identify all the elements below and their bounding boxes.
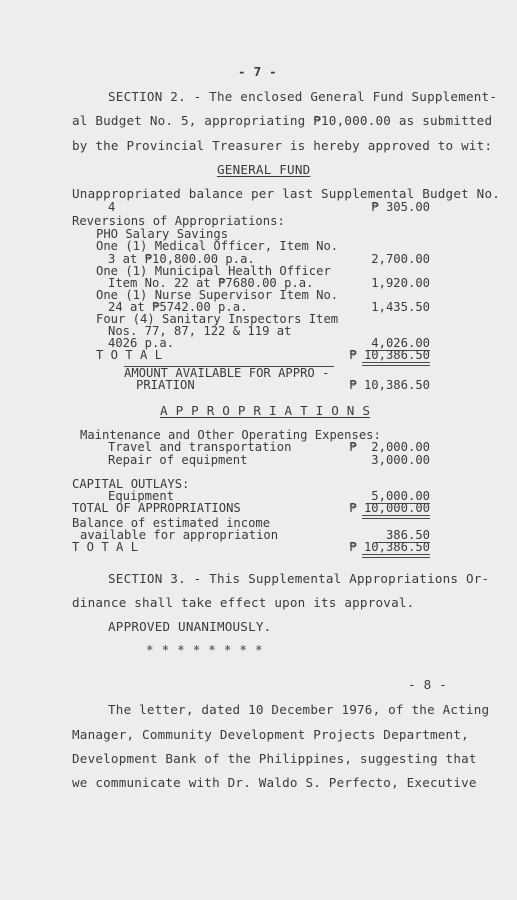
- balance-line-1: Balance of estimated income: [72, 516, 271, 530]
- available-line-2: PRIATION: [136, 378, 195, 392]
- reversion-item-1-line-2: 3 at ₱10,800.00 p.a.: [108, 252, 255, 266]
- final-total-label: T O T A L: [72, 540, 139, 554]
- unappropriated-line-1: Unappropriated balance per last Supplemental Budget No.: [72, 186, 501, 201]
- reversions-total-double-rule: [362, 362, 430, 366]
- final-total-amount: ₱ 10,386.50: [349, 540, 430, 554]
- repair-amount: 3,000.00: [371, 453, 430, 467]
- capital-outlays-title: CAPITAL OUTLAYS:: [72, 477, 190, 491]
- asterisk-divider: * * * * * * * *: [146, 642, 263, 657]
- reversion-item-4-line-2: Nos. 77, 87, 122 & 119 at: [108, 324, 292, 338]
- final-total-double-rule: [362, 554, 430, 558]
- section-3-line-1: SECTION 3. - This Supplemental Appropriations Or-: [108, 571, 490, 586]
- total-appropriations-label: TOTAL OF APPROPRIATIONS: [72, 501, 241, 515]
- total-appropriations-amount: ₱ 10,000.00: [349, 501, 430, 515]
- balance-amount: 386.50: [385, 528, 430, 542]
- reversions-total-label: T O T A L: [96, 348, 163, 362]
- reversion-item-4-line-3: 4026 p.a.: [108, 336, 175, 350]
- unappropriated-amount: ₱ 305.00: [371, 200, 430, 214]
- reversion-item-2-line-2: Item No. 22 at ₱7680.00 p.a.: [108, 276, 314, 290]
- reversion-item-3-line-2: 24 at ₱5742.00 p.a.: [108, 300, 248, 314]
- page-number-7: - 7 -: [238, 64, 277, 79]
- reversion-item-3-line-1: One (1) Nurse Supervisor Item No.: [96, 288, 339, 302]
- section-2-line-2: al Budget No. 5, appropriating ₱10,000.00 as submitted: [72, 113, 493, 128]
- travel-amount: ₱ 2,000.00: [349, 440, 430, 454]
- available-line-1: AMOUNT AVAILABLE FOR APPRO -: [124, 366, 330, 380]
- approved-unanimously: APPROVED UNANIMOUSLY.: [108, 619, 272, 634]
- letter-line-3: Development Bank of the Philippines, suggesting that: [72, 751, 477, 766]
- reversions-title: Reversions of Appropriations:: [72, 214, 285, 228]
- letter-line-2: Manager, Community Development Projects Department,: [72, 727, 469, 742]
- reversion-item-4-amount: 4,026.00: [371, 336, 430, 350]
- reversions-total-amount: ₱ 10,386.50: [349, 348, 430, 362]
- appropriations-heading: A P P R O P R I A T I O N S: [160, 403, 371, 418]
- unappropriated-line-2: 4: [108, 200, 116, 214]
- reversion-item-3-amount: 1,435.50: [371, 300, 430, 314]
- equipment-amount: 5,000.00: [371, 489, 430, 503]
- section-2-line-3: by the Provincial Treasurer is hereby approved to wit:: [72, 138, 493, 153]
- reversion-item-4-line-1: Four (4) Sanitary Inspectors Item: [96, 312, 339, 326]
- section-2-line-1: SECTION 2. - The enclosed General Fund Supplement-: [108, 89, 498, 104]
- available-amount: ₱ 10,386.50: [349, 378, 430, 392]
- maintenance-title: Maintenance and Other Operating Expenses:: [80, 428, 381, 442]
- total-appropriations-double-rule: [362, 515, 430, 519]
- section-3-line-2: dinance shall take effect upon its approval.: [72, 595, 415, 610]
- pho-salary-savings: PHO Salary Savings: [96, 227, 229, 241]
- reversion-item-2-amount: 1,920.00: [371, 276, 430, 290]
- balance-line-2: available for appropriation: [80, 528, 279, 542]
- equipment-label: Equipment: [108, 489, 175, 503]
- repair-label: Repair of equipment: [108, 453, 248, 467]
- travel-label: Travel and transportation: [108, 440, 292, 454]
- reversion-item-1-line-1: One (1) Medical Officer, Item No.: [96, 239, 339, 253]
- reversion-item-1-amount: 2,700.00: [371, 252, 430, 266]
- reversion-item-2-line-1: One (1) Municipal Health Officer: [96, 264, 331, 278]
- letter-line-4: we communicate with Dr. Waldo S. Perfecto, Executive: [72, 775, 477, 790]
- general-fund-heading: GENERAL FUND: [217, 162, 311, 177]
- page-number-8: - 8 -: [408, 677, 447, 692]
- letter-line-1: The letter, dated 10 December 1976, of the Acting: [108, 702, 490, 717]
